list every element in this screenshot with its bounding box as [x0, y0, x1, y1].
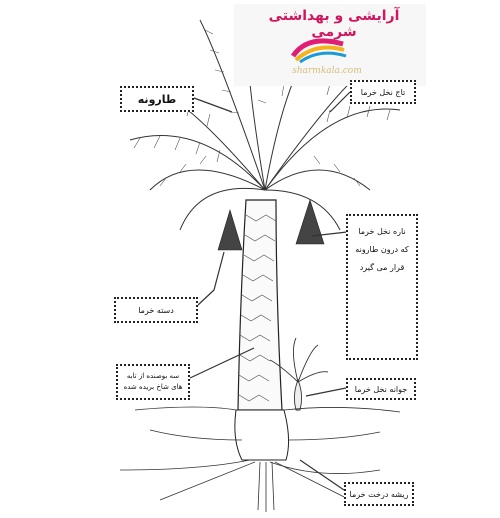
label-seh-line2: های شاخ بریده شده	[123, 383, 183, 391]
trunk-base	[235, 410, 289, 460]
label-taj-text: تاج نخل خرما	[360, 87, 406, 97]
label-taj	[350, 80, 416, 104]
label-nareh-line3: قرار می گیرد	[359, 263, 405, 272]
label-risheh	[344, 482, 414, 506]
label-nareh-line1: ناره نخل خرما	[358, 227, 406, 236]
label-javaneh-text: جوانه نخل خرما	[354, 384, 408, 394]
logo-swirl-icon	[288, 34, 348, 64]
label-dasteh	[114, 297, 198, 323]
watermark-title: آرایشی و بهداشتی شرمی	[268, 8, 400, 40]
label-risheh-text: ریشه درخت خرما	[349, 489, 409, 499]
label-nareh	[346, 214, 418, 360]
label-seh	[116, 364, 190, 400]
label-javaneh	[346, 378, 416, 400]
label-dasteh-text: دسته خرما	[138, 305, 174, 315]
label-taroneh-text: طارونه	[137, 92, 177, 106]
watermark-url: sharmkala.com	[292, 66, 362, 76]
label-seh-line1: سه بوصنده از تابه	[126, 372, 180, 380]
label-taroneh	[120, 86, 194, 112]
label-nareh-line2: که درون طارونه	[355, 245, 409, 254]
